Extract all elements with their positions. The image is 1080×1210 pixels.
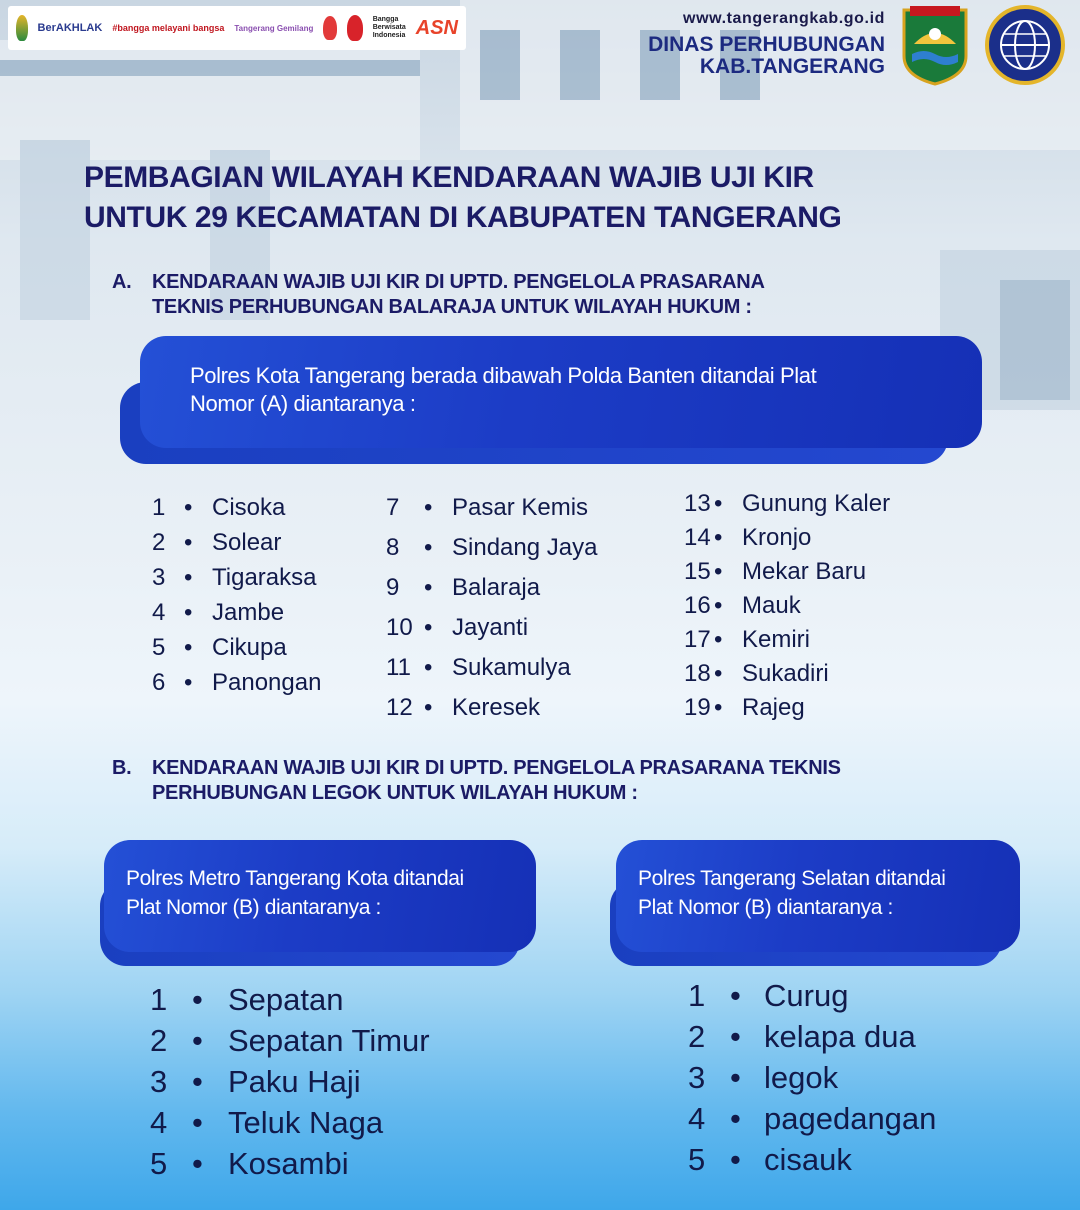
list-item xyxy=(684,558,944,592)
regency-logo-icon xyxy=(16,15,28,41)
list-item-number: 1 xyxy=(150,982,168,1017)
bullet-icon: • xyxy=(424,574,433,601)
section-a-list-column-3 xyxy=(684,490,944,730)
bullet-icon: • xyxy=(714,558,723,585)
list-item-name: legok xyxy=(764,1060,839,1095)
bullet-icon: • xyxy=(730,1060,741,1095)
list-item xyxy=(150,1146,490,1187)
list-item-number: 8 xyxy=(386,534,400,561)
list-item-number: 9 xyxy=(386,574,400,601)
section-b-left-list xyxy=(150,982,490,1192)
tangerang-regency-emblem-icon xyxy=(900,4,970,86)
list-item-number: 3 xyxy=(152,564,166,591)
list-item-name: Kosambi xyxy=(228,1146,349,1181)
list-item-number: 2 xyxy=(152,529,166,556)
bullet-icon: • xyxy=(730,1101,741,1136)
bullet-icon: • xyxy=(184,599,193,626)
section-a-letter: A. xyxy=(112,271,132,293)
bullet-icon: • xyxy=(192,1146,203,1181)
agency-region: KAB.TANGERANG xyxy=(699,55,885,78)
list-item-name: Tigaraksa xyxy=(212,564,317,591)
list-item-number: 4 xyxy=(152,599,166,626)
list-item-number: 5 xyxy=(150,1146,168,1181)
list-item xyxy=(688,978,988,1019)
bullet-icon: • xyxy=(424,534,433,561)
bullet-icon: • xyxy=(184,494,193,521)
list-item-name: Kemiri xyxy=(742,626,811,653)
list-item-number: 2 xyxy=(150,1023,168,1058)
list-item-name: Sukamulya xyxy=(452,654,571,681)
list-item xyxy=(684,660,944,694)
bullet-icon: • xyxy=(714,592,723,619)
list-item-name: Jambe xyxy=(212,599,285,626)
list-item-name: Sindang Jaya xyxy=(452,534,598,561)
bullet-icon: • xyxy=(424,494,433,521)
transport-ministry-globe-icon xyxy=(984,4,1066,86)
bullet-icon: • xyxy=(730,1142,741,1177)
list-item xyxy=(684,524,944,558)
section-b-right-pill-line-2: Plat Nomor (B) diantaranya : xyxy=(638,896,893,919)
berakhlak-logo: BerAKHLAK xyxy=(37,22,103,34)
bullet-icon: • xyxy=(192,1105,203,1140)
list-item-name: pagedangan xyxy=(764,1101,937,1136)
list-item xyxy=(688,1019,988,1060)
bullet-icon: • xyxy=(714,694,723,721)
list-item xyxy=(152,634,372,669)
wonderful-logo-icon xyxy=(347,15,363,41)
list-item-number: 5 xyxy=(688,1142,706,1177)
title-line-2: UNTUK 29 KECAMATAN DI KABUPATEN TANGERANG xyxy=(84,201,842,234)
list-item-name: Teluk Naga xyxy=(228,1105,384,1140)
list-item xyxy=(688,1142,988,1183)
list-item-number: 17 xyxy=(684,626,711,653)
bullet-icon: • xyxy=(424,694,433,721)
list-item-name: Balaraja xyxy=(452,574,541,601)
list-item-number: 2 xyxy=(688,1019,706,1054)
list-item-name: Kronjo xyxy=(742,524,812,551)
bullet-icon: • xyxy=(192,1023,203,1058)
section-a-list-column-2 xyxy=(386,494,656,734)
section-b-left-pill xyxy=(100,840,540,966)
bangga-melayani-logo: #bangga melayani bangsa xyxy=(112,23,225,33)
list-item-number: 4 xyxy=(688,1101,706,1136)
list-item-name: Pasar Kemis xyxy=(452,494,589,521)
partner-logos-bar xyxy=(8,6,466,50)
list-item xyxy=(684,626,944,660)
list-item-number: 5 xyxy=(152,634,166,661)
bullet-icon: • xyxy=(184,634,193,661)
list-item xyxy=(150,1064,490,1105)
list-item-name: Panongan xyxy=(212,669,322,696)
list-item xyxy=(152,669,372,704)
section-b-right-pill xyxy=(610,840,1020,966)
list-item xyxy=(386,494,656,534)
list-item xyxy=(152,529,372,564)
page-title xyxy=(84,158,1004,238)
bullet-icon: • xyxy=(730,1019,741,1054)
list-item xyxy=(152,494,372,529)
list-item-name: Cikupa xyxy=(212,634,287,661)
list-item-number: 15 xyxy=(684,558,711,585)
bullet-icon: • xyxy=(714,524,723,551)
list-item-number: 14 xyxy=(684,524,711,551)
list-item-number: 1 xyxy=(688,978,706,1013)
list-item-name: Jayanti xyxy=(452,614,529,641)
list-item-number: 7 xyxy=(386,494,400,521)
list-item-name: Cisoka xyxy=(212,494,286,521)
bullet-icon: • xyxy=(184,529,193,556)
agency-header xyxy=(648,10,885,78)
list-item-number: 4 xyxy=(150,1105,168,1140)
section-b-letter: B. xyxy=(112,757,132,779)
bullet-icon: • xyxy=(424,654,433,681)
section-b-left-pill-line-1: Polres Metro Tangerang Kota ditandai xyxy=(126,867,464,890)
list-item-name: kelapa dua xyxy=(764,1019,916,1054)
section-a-pill-line-1: Polres Kota Tangerang berada dibawah Polda Banten ditandai Plat xyxy=(190,363,817,388)
list-item xyxy=(684,694,944,728)
list-item-number: 11 xyxy=(386,654,411,681)
list-item xyxy=(152,564,372,599)
section-b-heading xyxy=(112,756,1012,806)
title-line-1: PEMBAGIAN WILAYAH KENDARAAN WAJIB UJI KIR xyxy=(84,161,814,194)
list-item-name: Rajeg xyxy=(742,694,805,721)
list-item-name: Curug xyxy=(764,978,849,1013)
bullet-icon: • xyxy=(192,1064,203,1099)
list-item-number: 3 xyxy=(150,1064,168,1099)
section-a-list-column-1 xyxy=(152,494,372,714)
list-item xyxy=(150,982,490,1023)
list-item xyxy=(386,654,656,694)
list-item-name: Sepatan Timur xyxy=(228,1023,430,1058)
list-item xyxy=(684,490,944,524)
website-url: www.tangerangkab.go.id xyxy=(683,10,885,27)
section-a-heading xyxy=(112,270,1012,320)
list-item-name: Paku Haji xyxy=(228,1064,361,1099)
list-item-number: 1 xyxy=(152,494,166,521)
section-a-line-2: TEKNIS PERHUBUNGAN BALARAJA UNTUK WILAYAH HUKUM : xyxy=(152,296,752,318)
section-b-right-list xyxy=(688,978,988,1188)
list-item-name: Sepatan xyxy=(228,982,344,1017)
list-item-number: 10 xyxy=(386,614,413,641)
list-item-name: Solear xyxy=(212,529,282,556)
bullet-icon: • xyxy=(714,490,723,517)
list-item-number: 13 xyxy=(684,490,711,517)
list-item xyxy=(688,1101,988,1142)
list-item-name: Mauk xyxy=(742,592,801,619)
list-item-number: 12 xyxy=(386,694,413,721)
heart-logo-icon xyxy=(323,16,337,40)
section-b-line-2: PERHUBUNGAN LEGOK UNTUK WILAYAH HUKUM : xyxy=(152,782,638,804)
section-b-line-1: KENDARAAN WAJIB UJI KIR DI UPTD. PENGELOLA PRASARANA TEKNIS xyxy=(152,757,841,779)
list-item xyxy=(386,614,656,654)
bullet-icon: • xyxy=(730,978,741,1013)
list-item-name: Gunung Kaler xyxy=(742,490,891,517)
list-item-number: 3 xyxy=(688,1060,706,1095)
list-item xyxy=(386,534,656,574)
list-item xyxy=(688,1060,988,1101)
list-item-number: 18 xyxy=(684,660,711,687)
list-item-number: 6 xyxy=(152,669,166,696)
list-item xyxy=(386,694,656,734)
section-b-right-pill-line-1: Polres Tangerang Selatan ditandai xyxy=(638,867,946,890)
asn-logo: ASN xyxy=(415,16,458,39)
bullet-icon: • xyxy=(184,669,193,696)
list-item xyxy=(152,599,372,634)
list-item-name: Mekar Baru xyxy=(742,558,867,585)
list-item xyxy=(386,574,656,614)
section-a-line-1: KENDARAAN WAJIB UJI KIR DI UPTD. PENGELOLA PRASARANA xyxy=(152,271,765,293)
bullet-icon: • xyxy=(192,982,203,1017)
section-b-left-pill-line-2: Plat Nomor (B) diantaranya : xyxy=(126,896,381,919)
agency-name: DINAS PERHUBUNGAN xyxy=(648,33,885,56)
list-item xyxy=(684,592,944,626)
section-a-pill xyxy=(120,336,982,464)
list-item-name: Sukadiri xyxy=(742,660,829,687)
bullet-icon: • xyxy=(714,626,723,653)
list-item-number: 16 xyxy=(684,592,711,619)
bangga-berwisata-logo: Bangga Berwisata Indonesia xyxy=(372,16,406,39)
list-item xyxy=(150,1023,490,1064)
bullet-icon: • xyxy=(184,564,193,591)
list-item-name: Keresek xyxy=(452,694,541,721)
list-item xyxy=(150,1105,490,1146)
tangerang-gemilang-logo: Tangerang Gemilang xyxy=(234,23,314,33)
list-item-name: cisauk xyxy=(764,1142,852,1177)
section-a-pill-line-2: Nomor (A) diantaranya : xyxy=(190,391,416,416)
list-item-number: 19 xyxy=(684,694,711,721)
bullet-icon: • xyxy=(714,660,723,687)
bullet-icon: • xyxy=(424,614,433,641)
